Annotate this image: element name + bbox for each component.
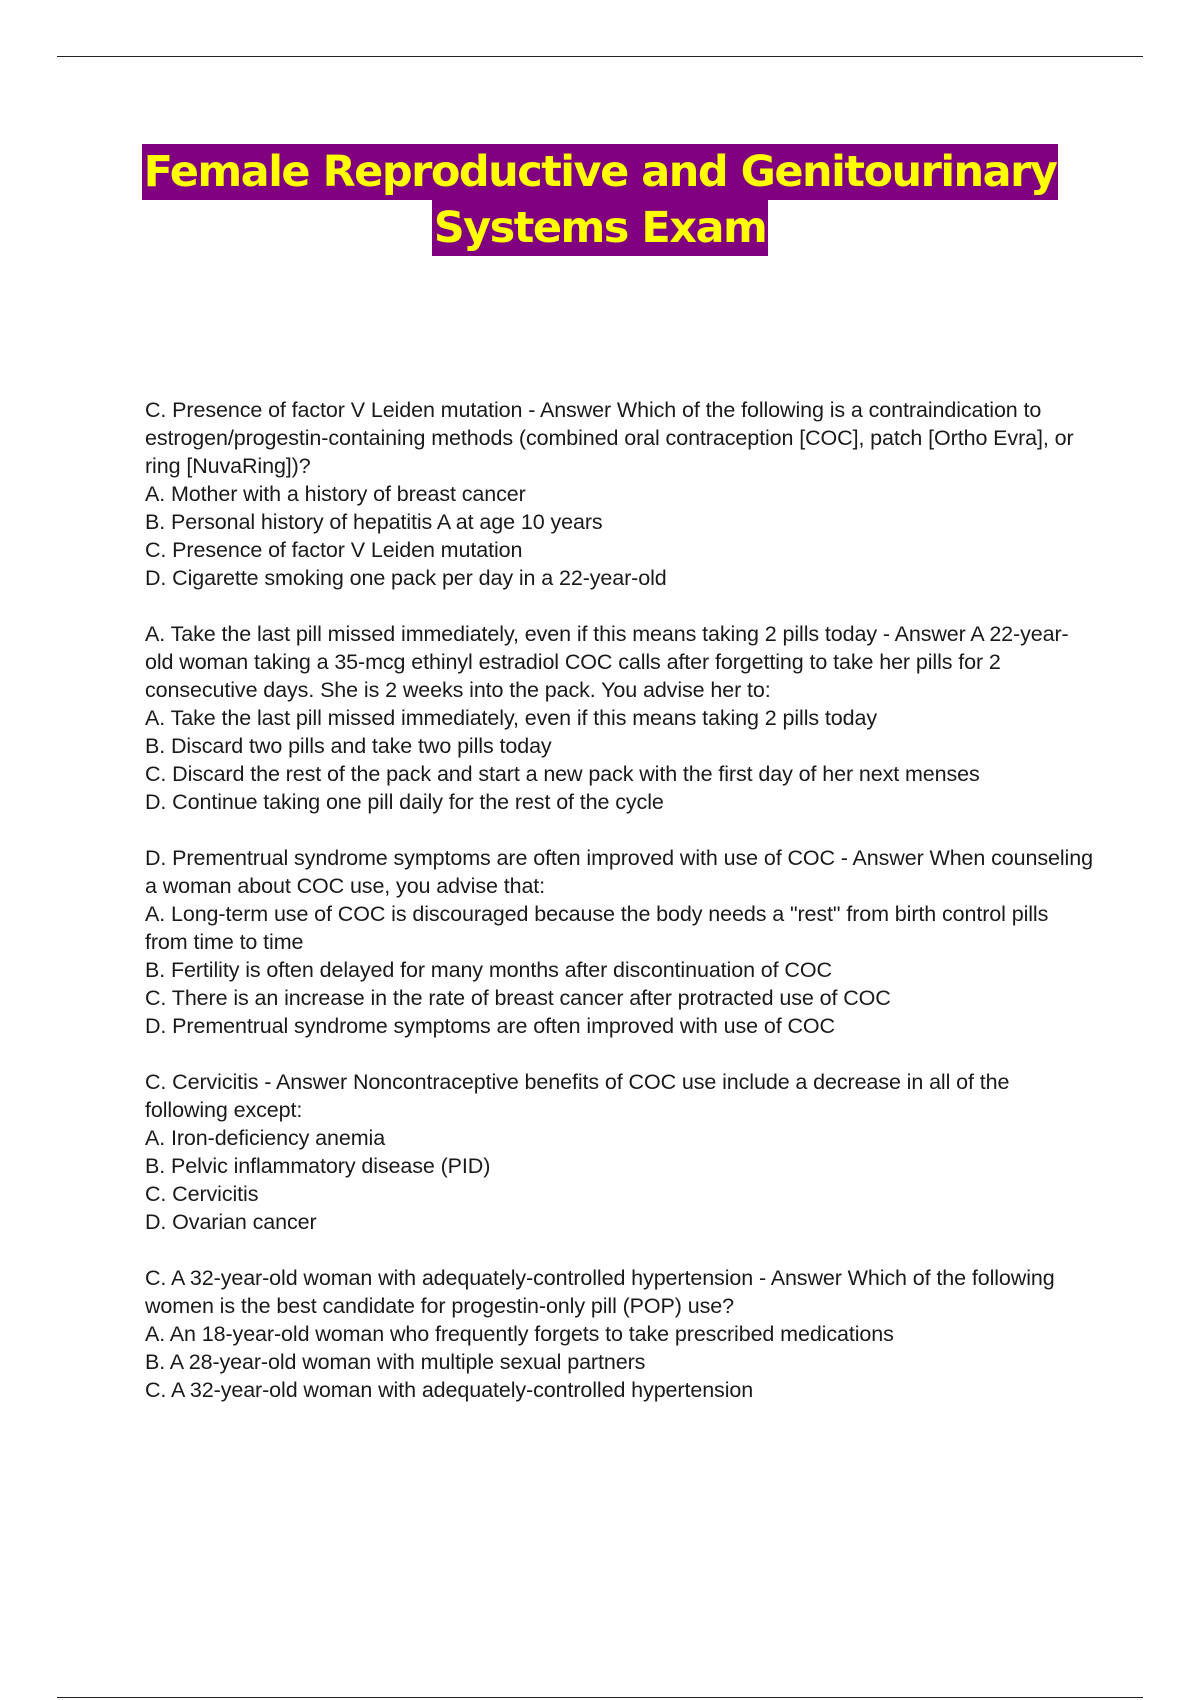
answer-option: C. A 32-year-old woman with adequately-controlled hypertension xyxy=(145,1378,754,1402)
answer-option: C. Discard the rest of the pack and start a new pack with the first day of her next menses xyxy=(145,762,980,786)
document-title xyxy=(0,144,1200,256)
answer-option: D. Continue taking one pill daily for the rest of the cycle xyxy=(145,790,664,814)
answer-option: D. Ovarian cancer xyxy=(145,1210,317,1234)
answer-option: B. Pelvic inflammatory disease (PID) xyxy=(145,1154,491,1178)
answer-option: C. Cervicitis xyxy=(145,1182,259,1206)
question-block xyxy=(145,1068,1095,1236)
answer-option: D. Cigarette smoking one pack per day in a 22-year-old xyxy=(145,566,667,590)
question-stem: C. Presence of factor V Leiden mutation - Answer Which of the following is a contraindication to estrogen/progestin-containing methods (combined oral contraception [COC], patch [Ortho Evra], or ring [NuvaRing])? xyxy=(145,398,1074,478)
answer-option: A. Mother with a history of breast cancer xyxy=(145,482,526,506)
title-line-2: Systems Exam xyxy=(432,200,769,256)
answer-option: B. Fertility is often delayed for many months after discontinuation of COC xyxy=(145,958,832,982)
question-block xyxy=(145,844,1095,1040)
answer-option: A. An 18-year-old woman who frequently forgets to take prescribed medications xyxy=(145,1322,894,1346)
answer-option: C. There is an increase in the rate of breast cancer after protracted use of COC xyxy=(145,986,891,1010)
answer-option: B. A 28-year-old woman with multiple sexual partners xyxy=(145,1350,646,1374)
bottom-rule xyxy=(57,1697,1143,1698)
question-stem: C. Cervicitis - Answer Noncontraceptive benefits of COC use include a decrease in all of the following except: xyxy=(145,1070,1010,1122)
answer-option: A. Long-term use of COC is discouraged because the body needs a "rest" from birth control pills from time to time xyxy=(145,902,1049,954)
answer-option: D. Prementrual syndrome symptoms are often improved with use of COC xyxy=(145,1014,835,1038)
question-block xyxy=(145,396,1095,592)
answer-option: B. Discard two pills and take two pills today xyxy=(145,734,552,758)
answer-option: B. Personal history of hepatitis A at age 10 years xyxy=(145,510,603,534)
title-line-1: Female Reproductive and Genitourinary xyxy=(142,144,1059,200)
question-block xyxy=(145,620,1095,816)
question-stem: A. Take the last pill missed immediately, even if this means taking 2 pills today - Answer A 22-year-old woman taking a 35-mcg ethinyl estradiol COC calls after forgetting to take her pills for 2 consecutive days. She is 2 weeks into the pack. You advise her to: xyxy=(145,622,1069,702)
question-stem: C. A 32-year-old woman with adequately-controlled hypertension - Answer Which of the following women is the best candidate for progestin-only pill (POP) use? xyxy=(145,1266,1055,1318)
answer-option: A. Take the last pill missed immediately, even if this means taking 2 pills today xyxy=(145,706,878,730)
question-stem: D. Prementrual syndrome symptoms are often improved with use of COC - Answer When counseling a woman about COC use, you advise that: xyxy=(145,846,1093,898)
answer-option: A. Iron-deficiency anemia xyxy=(145,1126,386,1150)
question-block xyxy=(145,1264,1095,1404)
answer-option: C. Presence of factor V Leiden mutation xyxy=(145,538,523,562)
question-list xyxy=(145,396,1095,1432)
top-rule xyxy=(57,56,1143,57)
